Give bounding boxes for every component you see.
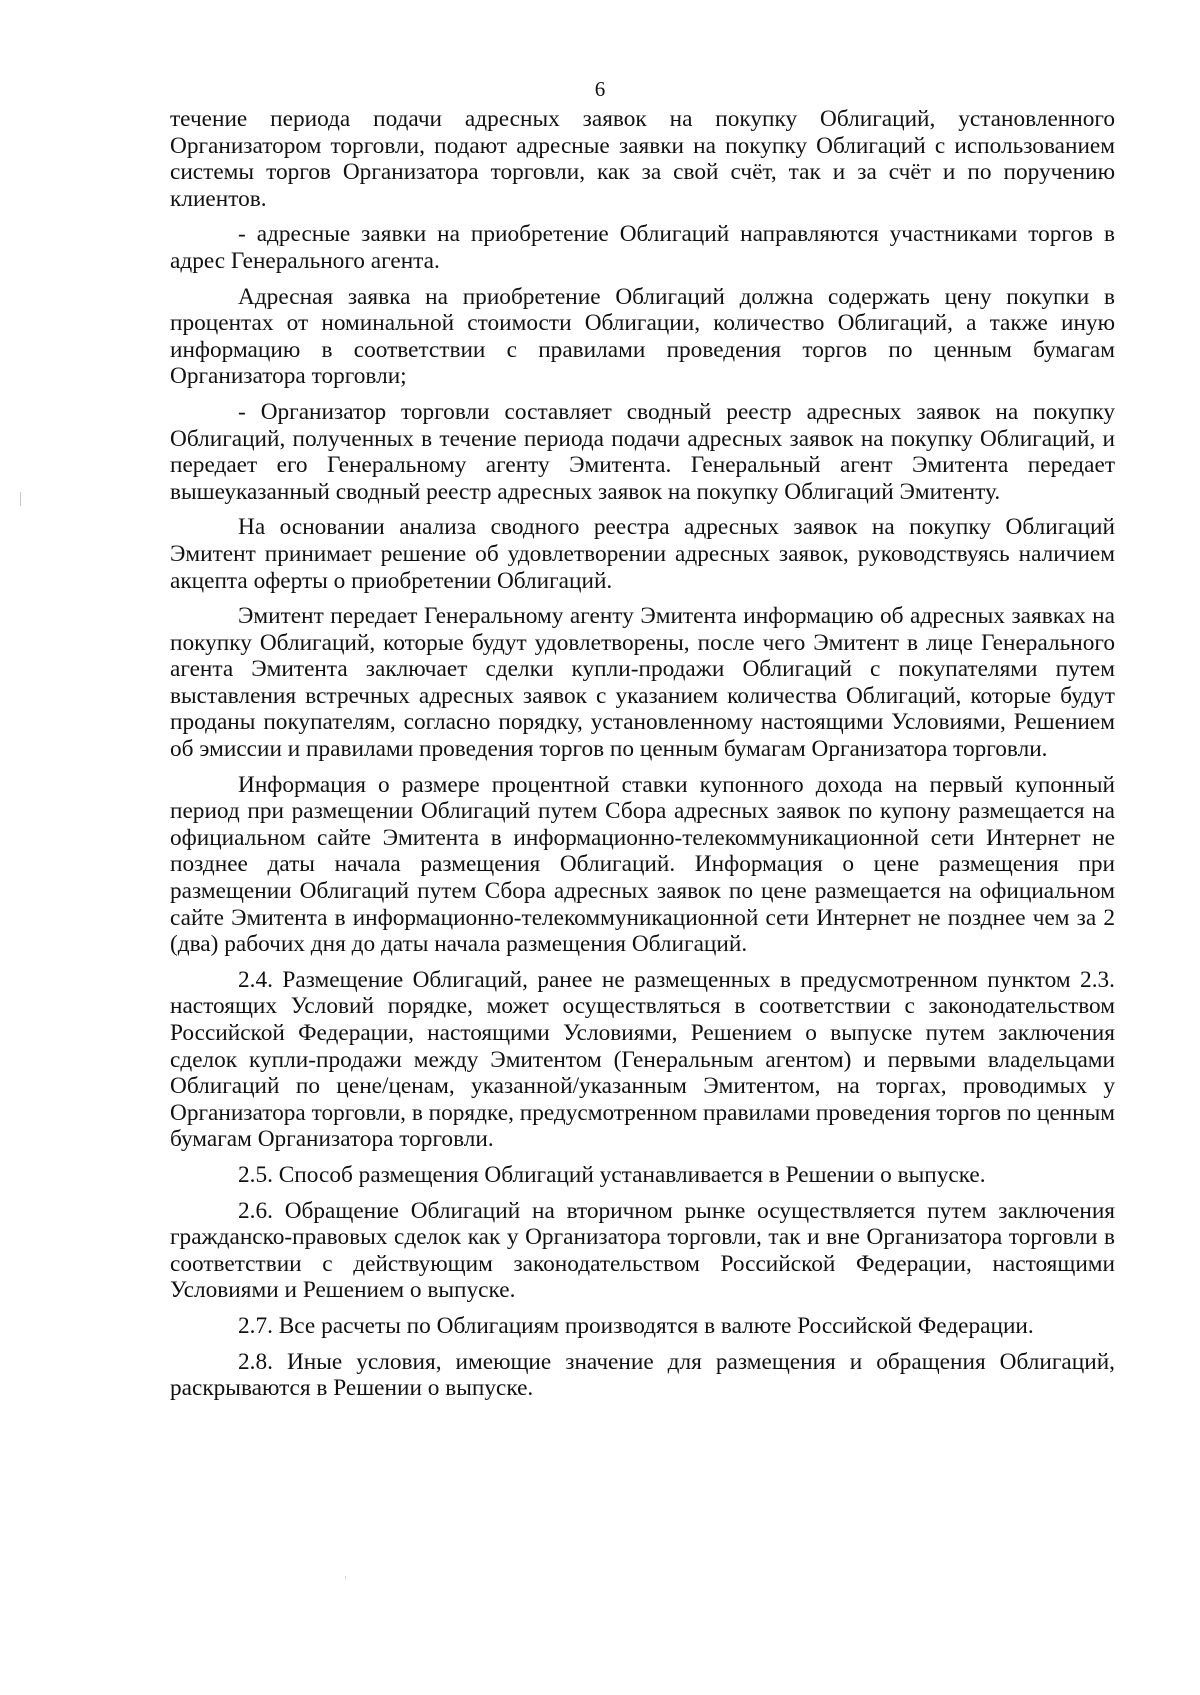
paragraph-coupon-info: Информация о размере процентной ставки купонного дохода на первый купонный период при размещении Облигаций путем Сбора адресных заявок по купону размещается на официальном сайте Эмитента в информационно-телекоммуникационной сети Интернет не позднее даты начала размещения Облигаций. Информация о цене размещения при размещении Облигаций путем Сбора адресных заявок по цене размещается на официальном сайте Эмитента в информационно-телекоммуникационной сети Интернет не позднее чем за 2 (два) рабочих дня до даты начала размещения Облигаций. [170, 771, 1115, 958]
scan-bottom-mark [345, 1576, 346, 1579]
paragraph-order-content: Адресная заявка на приобретение Облигаций должна содержать цену покупки в процентах от номинальной стоимости Облигации, количество Облигаций, а также иную информацию в соответствии с правилами проведения торгов по ценным бумагам Организатора торговли; [170, 283, 1115, 390]
paragraph-agent-transactions: Эмитент передает Генеральному агенту Эмитента информацию об адресных заявках на покупку Облигаций, которые будут удовлетворены, после чего Эмитент в лице Генерального агента Эмитента заключает сделки купли-продажи Облигаций с покупателями путем выставления встречных адресных заявок с указанием количества Облигаций, которые будут проданы покупателям, согласно порядку, установленному настоящими Условиями, Решением об эмиссии и правилами проведения торгов по ценным бумагам Организатора торговли. [170, 603, 1115, 763]
paragraph-address-orders: - адресные заявки на приобретение Облигаций направляются участниками торгов в адрес Генерального агента. [170, 221, 1115, 274]
page-number: 6 [594, 77, 606, 101]
paragraph-issuer-decision: На основании анализа сводного реестра адресных заявок на покупку Облигаций Эмитент принимает решение об удовлетворении адресных заявок, руководствуясь наличием акцепта оферты о приобретении Облигаций. [170, 514, 1115, 594]
scan-margin-mark [20, 492, 21, 506]
paragraph-section-2-7: 2.7. Все расчеты по Облигациям производятся в валюте Российской Федерации. [238, 1312, 1034, 1339]
paragraph-section-2-4: 2.4. Размещение Облигаций, ранее не размещенных в предусмотренном пунктом 2.3. настоящих Условий порядке, может осуществляться в соответствии с законодательством Российской Федерации, настоящими Условиями, Решением о выпуске путем заключения сделок купли-продажи между Эмитентом (Генеральным агентом) и первыми владельцами Облигаций по цене/ценам, указанной/указанным Эмитентом, на торгах, проводимых у Организатора торговли, в порядке, предусмотренном правилами проведения торгов по ценным бумагам Организатора торговли. [170, 966, 1115, 1153]
paragraph-section-2-8: 2.8. Иные условия, имеющие значение для размещения и обращения Облигаций, раскрываются в Решении о выпуске. [170, 1348, 1115, 1402]
paragraph-continuation: течение периода подачи адресных заявок на покупку Облигаций, установленного Организатором торговли, подают адресные заявки на покупку Облигаций с использованием системы торгов Организатора торговли, как за свой счёт, так и за счёт и по поручению клиентов. [170, 106, 1115, 212]
paragraph-section-2-5: 2.5. Способ размещения Облигаций устанавливается в Решении о выпуске. [238, 1161, 986, 1188]
paragraph-section-2-6: 2.6. Обращение Облигаций на вторичном рынке осуществляется путем заключения гражданско-правовых сделок как у Организатора торговли, так и вне Организатора торговли в соответствии с действующим законодательством Российской Федерации, настоящими Условиями и Решением о выпуске. [170, 1197, 1115, 1304]
paragraph-summary-register: - Организатор торговли составляет сводный реестр адресных заявок на покупку Облигаций, полученных в течение периода подачи адресных заявок на покупку Облигаций, и передает его Генеральному агенту Эмитента. Генеральный агент Эмитента передает вышеуказанный сводный реестр адресных заявок на покупку Облигаций Эмитенту. [170, 398, 1115, 505]
document-body [170, 106, 1115, 1411]
